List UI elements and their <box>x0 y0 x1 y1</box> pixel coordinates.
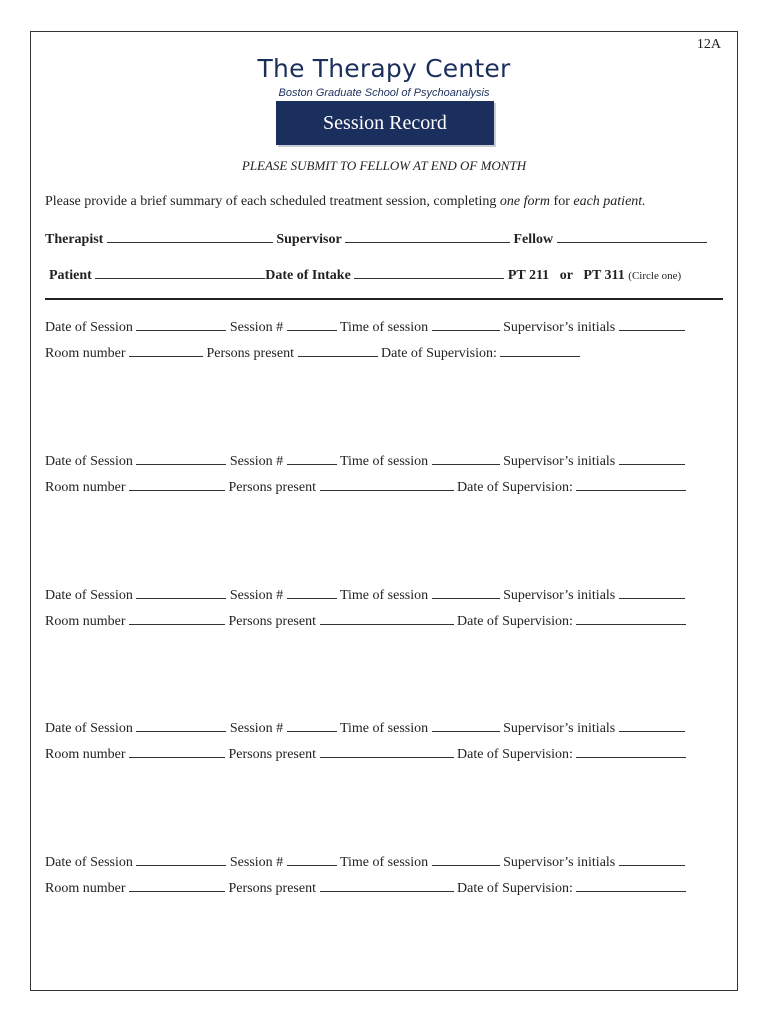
date-of-session-field[interactable] <box>136 452 226 465</box>
session-number-field[interactable] <box>287 586 337 599</box>
persons-present-label: Persons present <box>228 881 316 896</box>
instructions <box>45 194 646 210</box>
supervisor-initials-field[interactable] <box>619 719 685 732</box>
supervisor-initials-label: Supervisor’s initials <box>503 588 616 603</box>
date-of-session-label: Date of Session <box>45 721 133 736</box>
persons-present-label: Persons present <box>206 346 294 361</box>
session-number-label: Session # <box>229 454 284 469</box>
supervisor-label: Supervisor <box>276 232 342 247</box>
supervisor-initials-field[interactable] <box>619 318 685 331</box>
pt311-option[interactable]: PT 311 <box>583 268 625 283</box>
form-id: 12A <box>696 37 721 52</box>
therapist-field[interactable] <box>107 230 273 243</box>
date-of-session-label: Date of Session <box>45 320 133 335</box>
instructions-italic2: each patient. <box>573 194 646 209</box>
room-number-label: Room number <box>45 346 126 361</box>
room-number-field[interactable] <box>129 745 225 758</box>
patient-label: Patient <box>49 268 92 283</box>
banner-label: Session Record <box>323 112 447 134</box>
date-of-supervision-label: Date of Supervision: <box>457 480 573 495</box>
instructions-part2: for <box>550 194 574 209</box>
session-3-line-1 <box>45 586 685 604</box>
date-of-supervision-label: Date of Supervision: <box>381 346 497 361</box>
session-number-field[interactable] <box>287 853 337 866</box>
fellow-field[interactable] <box>557 230 707 243</box>
supervisor-initials-label: Supervisor’s initials <box>503 320 616 335</box>
patient-field[interactable] <box>95 266 265 279</box>
circle-one-note: (Circle one) <box>628 270 682 282</box>
session-1-line-1 <box>45 318 685 336</box>
submit-note: PLEASE SUBMIT TO FELLOW AT END OF MONTH <box>241 158 527 173</box>
room-number-field[interactable] <box>129 612 225 625</box>
supervisor-initials-label: Supervisor’s initials <box>503 454 616 469</box>
fellow-label: Fellow <box>513 232 554 247</box>
time-of-session-label: Time of session <box>339 721 429 736</box>
persons-present-label: Persons present <box>228 614 316 629</box>
org-subtitle: Boston Graduate School of Psychoanalysis <box>278 87 490 99</box>
supervisor-initials-label: Supervisor’s initials <box>503 855 616 870</box>
date-of-supervision-field[interactable] <box>500 344 580 357</box>
date-of-supervision-field[interactable] <box>576 745 686 758</box>
session-number-label: Session # <box>229 855 284 870</box>
persons-present-field[interactable] <box>320 478 454 491</box>
time-of-session-label: Time of session <box>339 588 429 603</box>
time-of-session-field[interactable] <box>432 853 500 866</box>
session-number-label: Session # <box>229 320 284 335</box>
supervisor-initials-field[interactable] <box>619 853 685 866</box>
session-record-banner <box>276 101 494 145</box>
date-of-supervision-label: Date of Supervision: <box>457 747 573 762</box>
patient-row <box>49 266 681 284</box>
date-of-supervision-label: Date of Supervision: <box>457 614 573 629</box>
persons-present-field[interactable] <box>320 612 454 625</box>
instructions-italic1: one form <box>499 194 551 209</box>
date-of-session-field[interactable] <box>136 586 226 599</box>
session-number-field[interactable] <box>287 719 337 732</box>
date-of-session-label: Date of Session <box>45 855 133 870</box>
date-of-session-label: Date of Session <box>45 588 133 603</box>
session-3-line-2 <box>45 612 686 630</box>
room-number-field[interactable] <box>129 478 225 491</box>
room-number-label: Room number <box>45 747 126 762</box>
time-of-session-field[interactable] <box>432 318 500 331</box>
room-number-label: Room number <box>45 881 126 896</box>
session-number-label: Session # <box>229 588 284 603</box>
time-of-session-label: Time of session <box>339 320 429 335</box>
persons-present-field[interactable] <box>320 745 454 758</box>
session-number-label: Session # <box>229 721 284 736</box>
date-of-supervision-field[interactable] <box>576 879 686 892</box>
persons-present-label: Persons present <box>228 747 316 762</box>
form-page <box>30 31 738 991</box>
date-of-supervision-label: Date of Supervision: <box>457 881 573 896</box>
date-of-supervision-field[interactable] <box>576 612 686 625</box>
session-5-line-1 <box>45 853 685 871</box>
room-number-label: Room number <box>45 614 126 629</box>
supervisor-initials-field[interactable] <box>619 452 685 465</box>
date-of-session-field[interactable] <box>136 318 226 331</box>
date-of-intake-field[interactable] <box>354 266 504 279</box>
session-2-line-2 <box>45 478 686 496</box>
date-of-session-field[interactable] <box>136 719 226 732</box>
room-number-label: Room number <box>45 480 126 495</box>
or-label: or <box>559 268 573 283</box>
session-5-line-2 <box>45 879 686 897</box>
room-number-field[interactable] <box>129 879 225 892</box>
date-of-session-label: Date of Session <box>45 454 133 469</box>
time-of-session-field[interactable] <box>432 586 500 599</box>
time-of-session-field[interactable] <box>432 452 500 465</box>
pt211-option[interactable]: PT 211 <box>507 268 550 283</box>
supervisor-initials-field[interactable] <box>619 586 685 599</box>
time-of-session-label: Time of session <box>339 855 429 870</box>
session-4-line-1 <box>45 719 685 737</box>
therapist-row <box>45 230 707 248</box>
date-of-session-field[interactable] <box>136 853 226 866</box>
supervisor-initials-label: Supervisor’s initials <box>503 721 616 736</box>
time-of-session-label: Time of session <box>339 454 429 469</box>
room-number-field[interactable] <box>129 344 203 357</box>
date-of-intake-label: Date of Intake <box>265 268 351 283</box>
supervisor-field[interactable] <box>345 230 510 243</box>
session-4-line-2 <box>45 745 686 763</box>
persons-present-field[interactable] <box>298 344 378 357</box>
persons-present-field[interactable] <box>320 879 454 892</box>
header-divider <box>45 298 723 300</box>
session-number-field[interactable] <box>287 452 337 465</box>
session-2-line-1 <box>45 452 685 470</box>
instructions-part1: Please provide a brief summary of each scheduled treatment session, completing <box>45 194 500 209</box>
session-1-line-2 <box>45 344 580 362</box>
therapist-label: Therapist <box>45 232 104 247</box>
time-of-session-field[interactable] <box>432 719 500 732</box>
date-of-supervision-field[interactable] <box>576 478 686 491</box>
persons-present-label: Persons present <box>228 480 316 495</box>
org-title: The Therapy Center <box>257 54 511 83</box>
session-number-field[interactable] <box>287 318 337 331</box>
